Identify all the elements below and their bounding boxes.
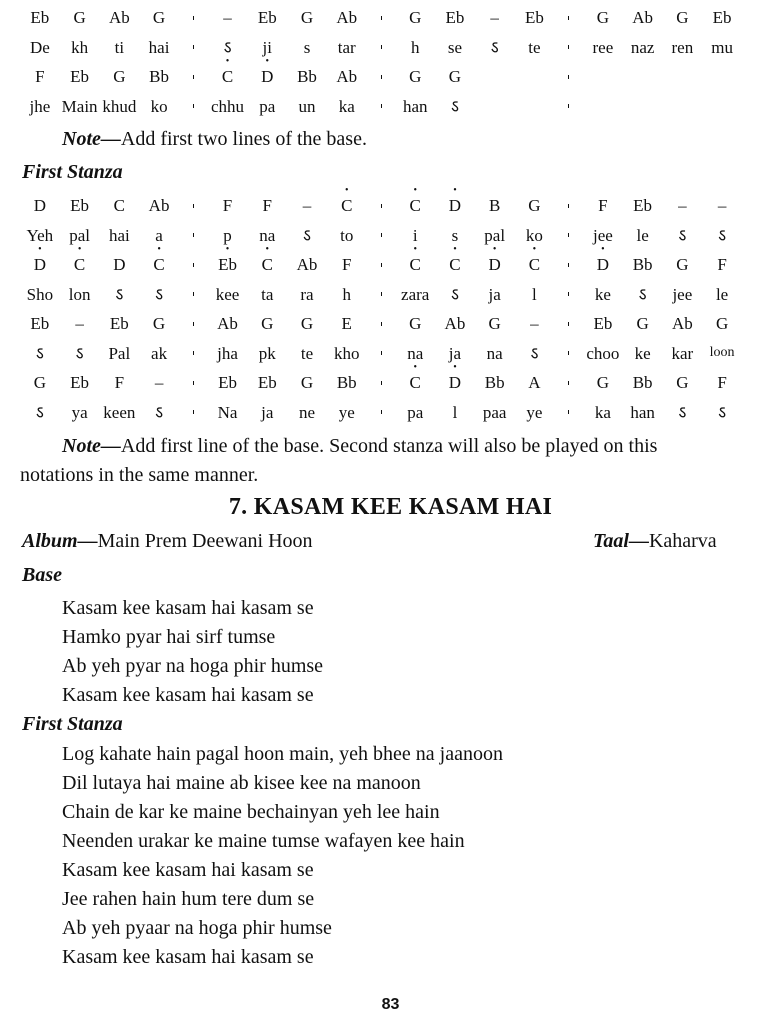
notation-note: Eb: [70, 196, 90, 216]
notation-syllable: l: [452, 402, 458, 422]
taal-line: [593, 530, 717, 553]
notation-syllable: ta: [261, 284, 274, 304]
notation-note: • D: [475, 256, 515, 273]
notation-syllable: ऽ: [35, 343, 44, 363]
notation-note: G: [152, 314, 166, 334]
notation-note: Bb: [484, 373, 505, 393]
notation-note: G: [409, 314, 422, 334]
notation-note: G: [676, 8, 689, 28]
notation-syllable: ऽ: [35, 402, 44, 422]
notation-note: Ab: [296, 255, 318, 275]
notation-syllable: ja: [488, 284, 501, 304]
notation-note: G: [73, 8, 86, 28]
notation-note: Eb: [712, 8, 732, 28]
notation-note: Ab: [632, 8, 653, 28]
notation-syllable: Yeh: [26, 225, 54, 245]
notation-note: G: [409, 67, 422, 87]
notation-syllable: paa: [482, 402, 507, 422]
notation-syllable: –: [530, 314, 539, 334]
notation-syllable: loon: [709, 345, 735, 361]
notation-syllable: kh: [71, 37, 89, 57]
notation-note: Ab: [148, 196, 170, 216]
lyric-line: Ab yeh pyar na hoga phir humse: [62, 655, 324, 677]
page-number: 83: [381, 996, 400, 1013]
notation-note: Bb: [297, 67, 317, 87]
notation-note: Bb: [149, 67, 169, 87]
notation-note: Ab: [336, 67, 358, 87]
notation-note: F: [342, 255, 352, 275]
base-lyrics: [62, 594, 323, 710]
notation-syllable: na: [486, 343, 503, 363]
stanza-notation-row: [20, 191, 742, 221]
stanza-notation-row: [20, 339, 742, 369]
notation-note: • C: [327, 197, 367, 214]
notation-note: G: [300, 373, 314, 393]
notation-note: Eb: [257, 8, 277, 28]
notation-note: E: [341, 314, 352, 334]
notation-note: • C: [60, 256, 100, 273]
notation-syllable: to: [340, 225, 354, 245]
notation-note: Eb: [218, 373, 237, 393]
notation-syllable: jha: [217, 343, 238, 363]
notation-syllable: –: [717, 196, 727, 216]
notation-note: C: [113, 196, 125, 216]
base-notation-row: [20, 33, 742, 63]
notation-syllable: ऽ: [223, 37, 232, 57]
notation-syllable: ya: [71, 402, 88, 422]
notation-syllable: ak: [151, 343, 168, 363]
notation-syllable: pk: [258, 343, 276, 363]
lyric-line: Kasam kee kasam hai kasam se: [62, 859, 314, 881]
notation-note: Bb: [632, 373, 653, 393]
lyric-line: Kasam kee kasam hai kasam se: [62, 946, 314, 968]
notation-note: G: [261, 314, 274, 334]
notation-syllable: ke: [594, 284, 611, 304]
notation-note: • D: [435, 197, 475, 214]
notation-note: • D: [20, 256, 60, 273]
notation-note: Ab: [108, 8, 130, 28]
notation-syllable: –: [678, 196, 687, 216]
base-notation-row: [20, 3, 742, 33]
notation-note: • D: [247, 68, 287, 85]
notation-note: G: [528, 196, 541, 216]
notation-note: G: [300, 314, 314, 334]
lyric-line: Neenden urakar ke maine tumse wafayen kee hain: [62, 830, 465, 852]
notation-syllable: ja: [261, 402, 274, 422]
notation-syllable: kar: [671, 343, 694, 363]
notation-note: Ab: [217, 314, 238, 334]
notation-syllable: ka: [338, 96, 355, 116]
notation-syllable: ऽ: [678, 225, 687, 245]
notation-syllable: ra: [300, 284, 314, 304]
notation-syllable: Sho: [26, 284, 54, 304]
notation-syllable: ऽ: [155, 402, 164, 422]
notation-note: • C: [435, 256, 475, 273]
notation-syllable: ऽ: [450, 284, 459, 304]
notation-syllable: mu: [711, 37, 733, 57]
notation-note: G: [488, 314, 501, 334]
notation-note: F: [717, 255, 727, 275]
notation-syllable: i: [412, 225, 418, 245]
lyric-line: Ab yeh pyaar na hoga phir humse: [62, 917, 332, 939]
notation-syllable: ren: [671, 37, 694, 57]
notation-note: F: [114, 373, 125, 393]
stanza-notation-row: [20, 368, 742, 398]
notation-syllable: –: [154, 373, 164, 393]
lyric-line: Dil lutaya hai maine ab kisee kee na manoon: [62, 772, 421, 794]
notation-syllable: chhu: [211, 96, 245, 116]
lyric-line: Kasam kee kasam hai kasam se: [62, 684, 314, 706]
notation-note: Bb: [336, 373, 357, 393]
notation-syllable: jee: [592, 225, 613, 245]
song-title: 7. KASAM KEE KASAM HAI: [228, 494, 553, 520]
notation-note: G: [676, 255, 689, 275]
notation-syllable: ऽ: [115, 284, 124, 304]
lyric-line: Chain de kar ke maine bechainyan yeh lee hain: [62, 801, 440, 823]
lyric-line: Log kahate hain pagal hoon main, yeh bhee na jaanoon: [62, 743, 503, 765]
base-notation-row: [20, 62, 742, 92]
notation-syllable: h: [410, 37, 420, 57]
notation-syllable: a: [155, 225, 163, 245]
notation-note: • C: [247, 256, 287, 273]
note-label: Note—: [62, 435, 121, 457]
notation-note: D: [33, 196, 46, 216]
notation-note: G: [596, 8, 610, 28]
notation-note: Ab: [336, 8, 358, 28]
notation-note: D: [113, 255, 126, 275]
notation-syllable: khud: [102, 96, 137, 116]
notation-syllable: –: [302, 196, 312, 216]
first-stanza-heading: First Stanza: [22, 161, 123, 183]
notation-note: G: [409, 8, 422, 28]
note-2: [20, 432, 740, 490]
album-label: Album—: [22, 530, 98, 552]
notation-syllable: pa: [259, 96, 276, 116]
album-line: [22, 530, 313, 553]
notation-syllable: un: [298, 96, 316, 116]
notation-note: G: [113, 67, 126, 87]
notation-note: • C: [515, 256, 555, 273]
notation-note: Eb: [257, 373, 277, 393]
notation-syllable: lon: [68, 284, 91, 304]
notation-syllable: te: [300, 343, 314, 363]
notation-note: Ab: [444, 314, 466, 334]
stanza-notation-row: [20, 221, 742, 251]
notation-syllable: pal: [69, 225, 90, 245]
notation-note: G: [715, 314, 729, 334]
notation-syllable: ja: [448, 343, 462, 363]
note-text-continued: notations in the same manner.: [20, 464, 259, 486]
notation-note: Eb: [524, 8, 544, 28]
notation-syllable: ji: [262, 37, 272, 57]
notation-syllable: ऽ: [718, 225, 727, 245]
notation-syllable: ऽ: [638, 284, 647, 304]
notation-syllable: zara: [401, 284, 430, 304]
notation-syllable: le: [715, 284, 729, 304]
notation-syllable: –: [490, 8, 499, 28]
notation-note: G: [300, 8, 314, 28]
notation-note: G: [596, 373, 610, 393]
note-1: [20, 125, 740, 154]
notation-note: Eb: [30, 8, 50, 28]
base-notation-grid: [20, 3, 742, 121]
note-text: Add first line of the base. Second stanza will also be played on this: [120, 435, 658, 457]
base-heading: Base: [22, 564, 62, 586]
note-text: Add first two lines of the base.: [120, 128, 367, 150]
notation-note: G: [33, 373, 46, 393]
notation-note: Eb: [445, 8, 465, 28]
notation-syllable: ye: [338, 402, 355, 422]
notation-syllable: s: [451, 225, 459, 245]
notation-syllable: han: [630, 402, 655, 422]
notation-note: • C: [395, 374, 435, 391]
stanza-notation-grid: [20, 191, 742, 427]
notation-syllable: ऽ: [718, 402, 727, 422]
notation-syllable: ree: [592, 37, 614, 57]
notation-note: Eb: [593, 314, 613, 334]
notation-syllable: na: [259, 225, 276, 245]
stanza-lyrics: [62, 740, 503, 972]
notation-syllable: –: [75, 314, 84, 334]
notation-syllable: h: [342, 284, 351, 304]
stanza-heading: First Stanza: [22, 713, 123, 735]
notation-note: Eb: [70, 373, 90, 393]
notation-note: Eb: [30, 314, 50, 334]
notation-syllable: ko: [150, 96, 168, 116]
stanza-notation-row: [20, 309, 742, 339]
notation-note: F: [717, 373, 727, 393]
notation-syllable: ऽ: [303, 225, 311, 245]
notation-note: F: [262, 196, 272, 216]
notation-syllable: jee: [672, 284, 693, 304]
notation-syllable: ऽ: [450, 96, 459, 116]
notation-syllable: pal: [484, 225, 506, 245]
notation-syllable: kee: [215, 284, 240, 304]
note-label: Note—: [62, 128, 121, 150]
notation-syllable: ti: [114, 37, 125, 57]
notation-syllable: ऽ: [678, 402, 687, 422]
notation-note: A: [528, 373, 541, 393]
notation-syllable: ऽ: [155, 284, 164, 304]
base-notation-row: [20, 92, 742, 122]
stanza-notation-row: [20, 398, 742, 428]
lyric-line: Hamko pyar hai sirf tumse: [62, 626, 276, 648]
notation-note: • D: [583, 256, 623, 273]
notation-syllable: Na: [217, 402, 238, 422]
notation-note: Ab: [671, 314, 693, 334]
notation-syllable: l: [532, 284, 537, 304]
notation-syllable: Pal: [108, 343, 131, 363]
notation-syllable: keen: [103, 402, 136, 422]
taal-name: Kaharva: [648, 530, 717, 552]
notation-note: F: [222, 196, 233, 216]
notation-syllable: ऽ: [490, 37, 499, 57]
notation-note: Eb: [633, 196, 653, 216]
notation-syllable: Main: [61, 96, 98, 116]
notation-syllable: se: [447, 37, 463, 57]
notation-syllable: le: [636, 225, 649, 245]
notation-syllable: ko: [525, 225, 543, 245]
notation-note: Eb: [70, 67, 90, 87]
notation-syllable: De: [29, 37, 50, 57]
notation-syllable: ye: [526, 402, 543, 422]
notation-note: • D: [435, 374, 475, 391]
notation-syllable: pa: [407, 402, 424, 422]
notation-syllable: choo: [586, 343, 620, 363]
notation-syllable: te: [528, 37, 541, 57]
notation-syllable: ऽ: [530, 343, 539, 363]
stanza-notation-row: [20, 250, 742, 280]
lyric-line: Jee rahen hain hum tere dum se: [62, 888, 315, 910]
lyric-line: Kasam kee kasam hai kasam se: [62, 597, 314, 619]
notation-note: B: [489, 196, 501, 216]
notation-syllable: s: [303, 37, 311, 57]
notation-syllable: ke: [634, 343, 651, 363]
notation-note: G: [448, 67, 462, 87]
notation-note: G: [636, 314, 649, 334]
notation-syllable: –: [223, 8, 232, 28]
notation-syllable: naz: [630, 37, 655, 57]
notation-note: • C: [395, 197, 435, 214]
notation-syllable: hai: [148, 37, 170, 57]
notation-note: • C: [139, 256, 179, 273]
notation-note: Bb: [632, 255, 653, 275]
stanza-notation-row: [20, 280, 742, 310]
notation-syllable: kho: [333, 343, 360, 363]
notation-syllable: tar: [337, 37, 356, 57]
notation-note: • C: [395, 256, 435, 273]
notation-syllable: jhe: [29, 96, 51, 116]
notation-note: G: [676, 373, 689, 393]
notation-note: G: [152, 8, 166, 28]
notation-note: • C: [208, 68, 248, 85]
notation-syllable: ne: [298, 402, 316, 422]
taal-label: Taal—: [593, 530, 649, 552]
album-name: Main Prem Deewani Hoon: [97, 530, 313, 552]
notation-syllable: ऽ: [75, 343, 84, 363]
notation-note: F: [598, 196, 608, 216]
notation-note: Eb: [109, 314, 129, 334]
notation-note: F: [35, 67, 45, 87]
notation-syllable: han: [402, 96, 428, 116]
notation-syllable: na: [407, 343, 424, 363]
notation-note: • Eb: [208, 256, 248, 273]
notation-syllable: p: [223, 225, 232, 245]
notation-syllable: ka: [594, 402, 611, 422]
notation-syllable: hai: [108, 225, 130, 245]
